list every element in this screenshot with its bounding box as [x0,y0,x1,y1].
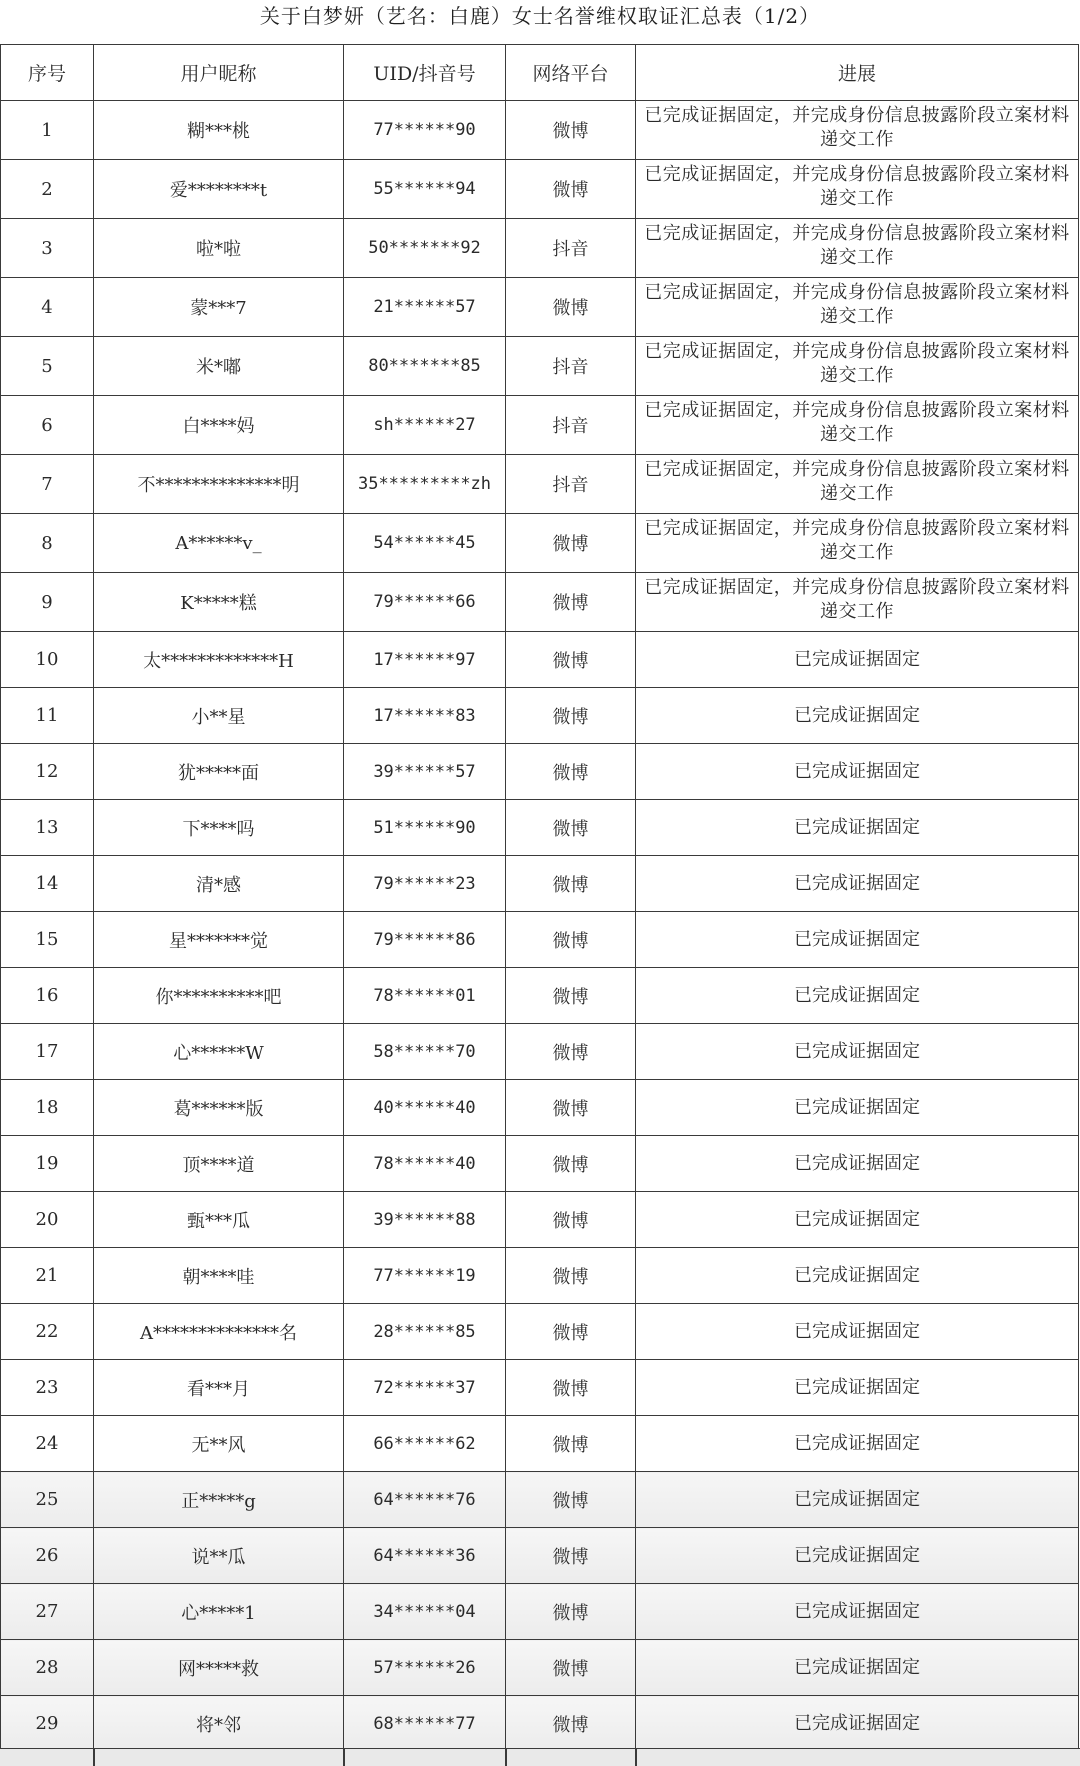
header-uid: UID/抖音号 [344,45,506,101]
cell-platform: 微博 [506,1024,636,1080]
cell-index: 26 [1,1528,94,1584]
cell-nickname: 犹*****面 [94,744,344,800]
cell-index: 17 [1,1024,94,1080]
cell-nickname: 啦*啦 [94,219,344,278]
cell-nickname: 将*邻 [94,1696,344,1752]
cell-progress: 已完成证据固定 [636,1304,1079,1360]
table-row [1,632,1079,688]
cell-index: 4 [1,278,94,337]
cell-platform: 抖音 [506,396,636,455]
cell-progress: 已完成证据固定 [636,1696,1079,1752]
cell-progress: 已完成证据固定 [636,1248,1079,1304]
cell-nickname: 网*****救 [94,1640,344,1696]
cell-nickname: 不**************明 [94,455,344,514]
table-row [1,744,1079,800]
cell-nickname: A**************名 [94,1304,344,1360]
cell-index: 14 [1,856,94,912]
cell-progress: 已完成证据固定 [636,912,1079,968]
cell-index: 13 [1,800,94,856]
cell-progress: 已完成证据固定，并完成身份信息披露阶段立案材料递交工作 [636,219,1079,278]
cell-progress: 已完成证据固定 [636,968,1079,1024]
cell-nickname: K*****糕 [94,573,344,632]
table-row [1,1584,1079,1640]
cell-index: 27 [1,1584,94,1640]
cell-index: 3 [1,219,94,278]
cell-uid: 17******83 [344,688,506,744]
cell-platform: 抖音 [506,337,636,396]
cell-progress: 已完成证据固定，并完成身份信息披露阶段立案材料递交工作 [636,396,1079,455]
cell-progress: 已完成证据固定 [636,632,1079,688]
table-row [1,800,1079,856]
cell-progress: 已完成证据固定 [636,1360,1079,1416]
cell-uid: 77******90 [344,101,506,160]
cell-uid: 54******45 [344,514,506,573]
cell-uid: 35*********zh [344,455,506,514]
cell-nickname: 爱********t [94,160,344,219]
table-row [1,1304,1079,1360]
cropped-next-row [0,1748,1080,1766]
cell-uid: sh******27 [344,396,506,455]
cell-uid: 68******77 [344,1696,506,1752]
cell-platform: 微博 [506,1416,636,1472]
cell-platform: 微博 [506,1080,636,1136]
cell-platform: 微博 [506,1584,636,1640]
table-row [1,160,1079,219]
cell-index: 11 [1,688,94,744]
cell-nickname: 心******W [94,1024,344,1080]
cell-index: 28 [1,1640,94,1696]
cell-nickname: 糊***桃 [94,101,344,160]
cell-progress: 已完成证据固定 [636,1080,1079,1136]
table-row [1,1472,1079,1528]
cell-progress: 已完成证据固定，并完成身份信息披露阶段立案材料递交工作 [636,573,1079,632]
cell-progress: 已完成证据固定，并完成身份信息披露阶段立案材料递交工作 [636,160,1079,219]
cell-uid: 57******26 [344,1640,506,1696]
table-row [1,219,1079,278]
table-row [1,455,1079,514]
cell-uid: 39******88 [344,1192,506,1248]
cell-platform: 抖音 [506,219,636,278]
cell-progress: 已完成证据固定 [636,1640,1079,1696]
cell-uid: 80*******85 [344,337,506,396]
cell-platform: 微博 [506,1304,636,1360]
cell-platform: 微博 [506,1136,636,1192]
table-row [1,101,1079,160]
table-row [1,1416,1079,1472]
table-row [1,856,1079,912]
cell-uid: 64******36 [344,1528,506,1584]
cell-index: 12 [1,744,94,800]
cell-uid: 64******76 [344,1472,506,1528]
cell-platform: 微博 [506,1360,636,1416]
evidence-summary-table [0,44,1079,1752]
cell-uid: 72******37 [344,1360,506,1416]
cell-platform: 微博 [506,912,636,968]
cell-progress: 已完成证据固定 [636,1584,1079,1640]
cell-platform: 微博 [506,573,636,632]
cell-uid: 79******23 [344,856,506,912]
cell-uid: 78******40 [344,1136,506,1192]
table-row [1,1024,1079,1080]
header-nickname: 用户昵称 [94,45,344,101]
cell-index: 8 [1,514,94,573]
cell-nickname: 下****吗 [94,800,344,856]
header-platform: 网络平台 [506,45,636,101]
cell-platform: 微博 [506,1528,636,1584]
cell-index: 19 [1,1136,94,1192]
document-title: 关于白梦妍（艺名：白鹿）女士名誉维权取证汇总表（1/2） [259,4,821,28]
table-row [1,1192,1079,1248]
cell-nickname: 小**星 [94,688,344,744]
table-row [1,1696,1079,1752]
cell-uid: 34******04 [344,1584,506,1640]
cell-nickname: 顶****道 [94,1136,344,1192]
cell-index: 5 [1,337,94,396]
cell-progress: 已完成证据固定 [636,688,1079,744]
cell-index: 1 [1,101,94,160]
cell-index: 24 [1,1416,94,1472]
cell-uid: 40******40 [344,1080,506,1136]
cell-uid: 55******94 [344,160,506,219]
cell-progress: 已完成证据固定 [636,1416,1079,1472]
cell-platform: 抖音 [506,455,636,514]
cell-platform: 微博 [506,856,636,912]
cell-progress: 已完成证据固定 [636,1136,1079,1192]
cell-progress: 已完成证据固定，并完成身份信息披露阶段立案材料递交工作 [636,337,1079,396]
table-row [1,688,1079,744]
table-row [1,912,1079,968]
cell-uid: 17******97 [344,632,506,688]
cell-nickname: 葛******版 [94,1080,344,1136]
cell-uid: 21******57 [344,278,506,337]
table-body [1,101,1079,1752]
table-row [1,396,1079,455]
cell-index: 7 [1,455,94,514]
cell-nickname: 清*感 [94,856,344,912]
cell-index: 15 [1,912,94,968]
cell-nickname: 甄***瓜 [94,1192,344,1248]
table-row [1,1640,1079,1696]
cell-progress: 已完成证据固定 [636,744,1079,800]
cell-platform: 微博 [506,1696,636,1752]
cell-index: 21 [1,1248,94,1304]
cell-index: 25 [1,1472,94,1528]
cell-uid: 78******01 [344,968,506,1024]
table-row [1,1136,1079,1192]
cell-index: 6 [1,396,94,455]
cell-uid: 51******90 [344,800,506,856]
cell-progress: 已完成证据固定，并完成身份信息披露阶段立案材料递交工作 [636,278,1079,337]
cell-index: 16 [1,968,94,1024]
cell-progress: 已完成证据固定，并完成身份信息披露阶段立案材料递交工作 [636,101,1079,160]
cell-index: 22 [1,1304,94,1360]
cell-index: 29 [1,1696,94,1752]
cell-platform: 微博 [506,1472,636,1528]
table-row [1,278,1079,337]
cell-nickname: 米*嘟 [94,337,344,396]
cell-nickname: 无**风 [94,1416,344,1472]
table-row [1,1248,1079,1304]
cell-uid: 77******19 [344,1248,506,1304]
cell-index: 10 [1,632,94,688]
table-row [1,1528,1079,1584]
cell-platform: 微博 [506,1192,636,1248]
table-row [1,1080,1079,1136]
cell-nickname: 心*****1 [94,1584,344,1640]
cell-nickname: 你**********吧 [94,968,344,1024]
cell-nickname: 看***月 [94,1360,344,1416]
table-row [1,968,1079,1024]
cell-nickname: 太*************H [94,632,344,688]
cell-progress: 已完成证据固定，并完成身份信息披露阶段立案材料递交工作 [636,455,1079,514]
cell-nickname: 正*****g [94,1472,344,1528]
cell-index: 9 [1,573,94,632]
cell-nickname: 朝****哇 [94,1248,344,1304]
cell-uid: 50*******92 [344,219,506,278]
cell-platform: 微博 [506,632,636,688]
cell-index: 18 [1,1080,94,1136]
cell-uid: 79******66 [344,573,506,632]
header-index: 序号 [1,45,94,101]
cell-platform: 微博 [506,101,636,160]
cell-platform: 微博 [506,1640,636,1696]
cell-platform: 微博 [506,688,636,744]
cell-progress: 已完成证据固定 [636,1472,1079,1528]
cell-nickname: 白****妈 [94,396,344,455]
cell-platform: 微博 [506,278,636,337]
cell-nickname: 星*******觉 [94,912,344,968]
table-row [1,573,1079,632]
cell-progress: 已完成证据固定 [636,856,1079,912]
cell-platform: 微博 [506,1248,636,1304]
cell-progress: 已完成证据固定 [636,800,1079,856]
cell-platform: 微博 [506,160,636,219]
table-row [1,1360,1079,1416]
cell-progress: 已完成证据固定 [636,1024,1079,1080]
cell-platform: 微博 [506,800,636,856]
cell-index: 2 [1,160,94,219]
header-progress: 进展 [636,45,1079,101]
cell-uid: 79******86 [344,912,506,968]
cell-progress: 已完成证据固定 [636,1528,1079,1584]
cell-nickname: 蒙***7 [94,278,344,337]
cell-platform: 微博 [506,968,636,1024]
table-row [1,514,1079,573]
cell-platform: 微博 [506,514,636,573]
cell-progress: 已完成证据固定 [636,1192,1079,1248]
table-header-row [1,45,1079,101]
cell-index: 23 [1,1360,94,1416]
cell-index: 20 [1,1192,94,1248]
cell-platform: 微博 [506,744,636,800]
cell-nickname: A******v_ [94,514,344,573]
cell-nickname: 说**瓜 [94,1528,344,1584]
table-row [1,337,1079,396]
cell-uid: 66******62 [344,1416,506,1472]
cell-uid: 39******57 [344,744,506,800]
cell-uid: 58******70 [344,1024,506,1080]
cell-uid: 28******85 [344,1304,506,1360]
cell-progress: 已完成证据固定，并完成身份信息披露阶段立案材料递交工作 [636,514,1079,573]
